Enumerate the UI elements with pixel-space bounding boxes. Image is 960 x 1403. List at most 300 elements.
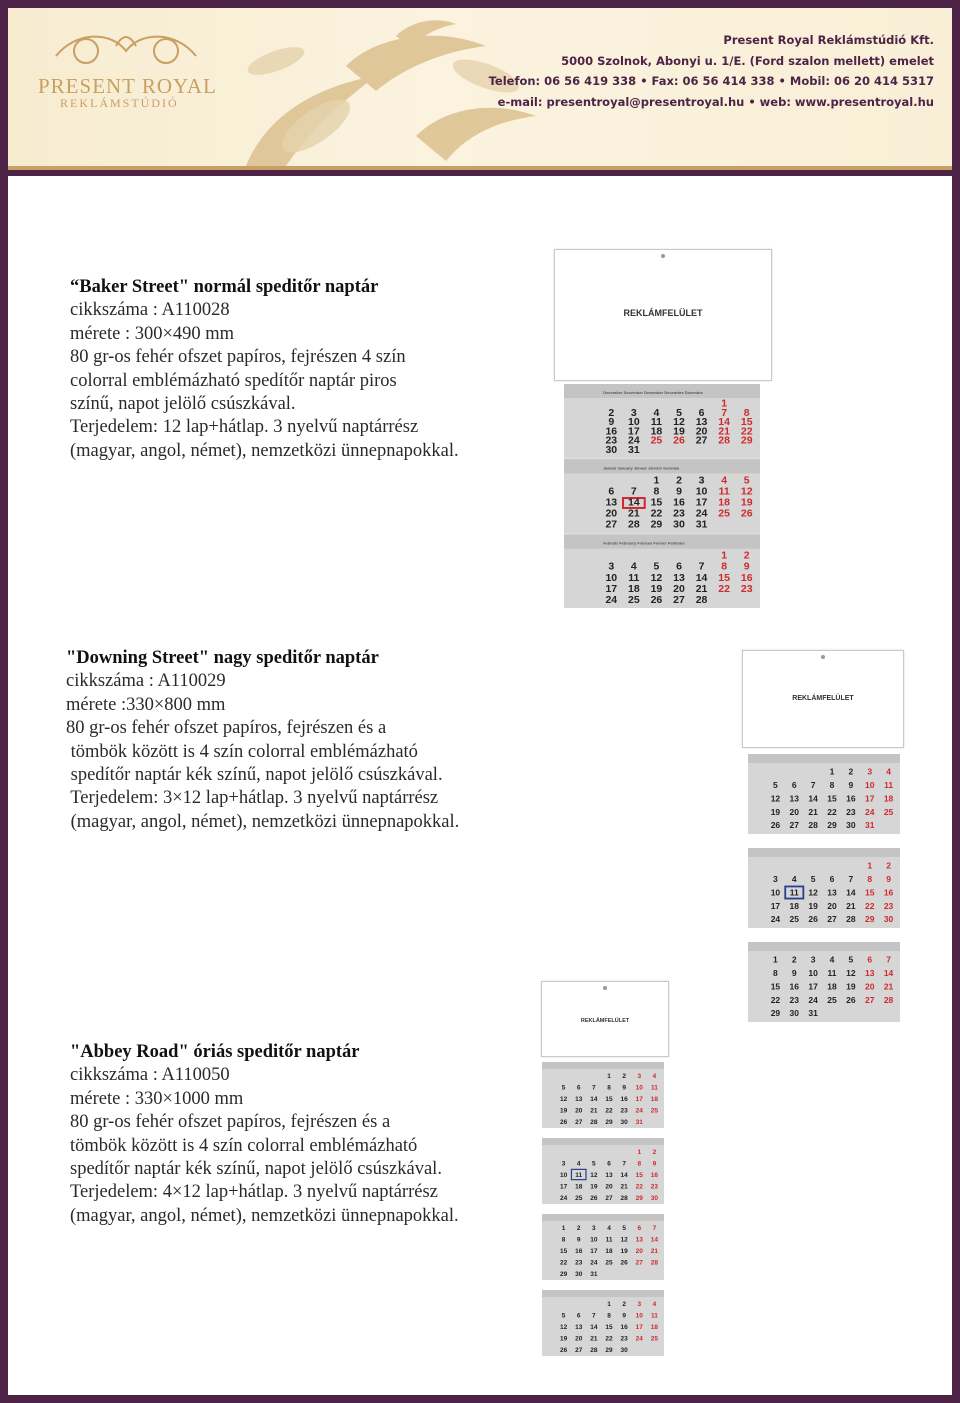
day-number: 30 (620, 1346, 628, 1354)
day-number: 22 (718, 582, 730, 595)
hanging-hole-icon (821, 655, 825, 659)
calendar-month (542, 1062, 664, 1128)
day-number: 10 (590, 1236, 598, 1244)
day-number: 3 (561, 1160, 566, 1168)
day-number: 3 (637, 1073, 642, 1081)
day-number: 10 (605, 571, 618, 584)
day-number: 9 (608, 416, 615, 429)
day-number: 14 (695, 571, 708, 584)
day-number: 13 (864, 968, 875, 979)
day-number: 8 (829, 780, 835, 791)
day-number: 23 (605, 434, 618, 447)
day-number: 8 (607, 1312, 611, 1320)
day-number: 19 (808, 900, 818, 911)
day-number: 7 (848, 874, 854, 885)
day-number: 30 (575, 1270, 583, 1278)
day-number: 27 (605, 518, 618, 531)
day-number: 15 (650, 496, 663, 509)
day-number: 1 (867, 860, 873, 871)
day-number: 22 (740, 425, 753, 438)
day-number: 9 (622, 1312, 626, 1320)
day-number: 28 (718, 434, 730, 447)
day-number: 31 (628, 443, 640, 456)
day-number: 13 (789, 793, 800, 804)
company-address: 5000 Szolnok, Abonyi u. 1/E. (Ford szalon mellett) emelet (561, 53, 934, 68)
day-number: 2 (576, 1225, 581, 1233)
day-number: 19 (770, 806, 781, 817)
day-number: 2 (743, 549, 750, 562)
day-number: 27 (827, 914, 837, 925)
company-phones: Telefon: 06 56 419 338 • Fax: 06 56 414 338 • Mobil: 06 20 414 5317 (488, 74, 934, 88)
day-number: 2 (791, 954, 797, 965)
day-number: 28 (628, 518, 640, 531)
product-downing-street (66, 647, 459, 834)
day-number: 24 (559, 1194, 568, 1202)
day-number: 13 (635, 1236, 643, 1244)
day-number: 7 (810, 780, 816, 791)
day-number: 16 (789, 981, 800, 992)
product-abbey-road (70, 1041, 459, 1228)
day-number: 14 (620, 1172, 628, 1180)
day-number: 18 (883, 793, 894, 804)
day-number: 5 (810, 874, 816, 885)
day-number: 22 (605, 1335, 613, 1343)
day-number: 18 (827, 981, 837, 992)
day-number: 25 (605, 1259, 613, 1267)
day-number: 23 (673, 507, 685, 520)
month-header: Február February Februar Février Febbraio (603, 540, 685, 546)
day-number: 9 (576, 1236, 581, 1244)
day-number: 17 (628, 425, 640, 438)
day-number: 18 (650, 425, 663, 438)
day-number: 2 (676, 474, 682, 487)
day-number: 11 (789, 887, 799, 898)
day-number: 18 (718, 496, 730, 509)
day-number: 12 (808, 887, 818, 898)
calendar-month (542, 1214, 664, 1280)
day-number: 13 (695, 416, 708, 429)
contact-block (489, 30, 934, 112)
day-number: 12 (673, 416, 685, 429)
day-number: 21 (650, 1248, 659, 1256)
day-number: 2 (622, 1301, 626, 1309)
calendar-ad-panel (541, 981, 669, 1057)
day-number: 15 (605, 1324, 613, 1332)
day-number: 11 (884, 780, 894, 791)
day-number: 17 (635, 1096, 643, 1104)
day-number: 3 (592, 1225, 596, 1233)
day-number: 19 (740, 496, 753, 509)
calendar-downing-street (748, 754, 900, 1022)
day-number: 4 (791, 874, 797, 885)
day-number: 27 (864, 994, 875, 1005)
day-number: 2 (848, 766, 854, 777)
day-number: 29 (864, 914, 875, 925)
day-number: 14 (590, 1096, 598, 1104)
day-number: 5 (622, 1225, 626, 1233)
calendar-abbey-road (542, 1062, 664, 1356)
day-number: 9 (652, 1160, 657, 1168)
day-number: 5 (676, 406, 682, 419)
day-number: 28 (590, 1346, 598, 1354)
day-number: 15 (740, 416, 753, 429)
day-number: 30 (620, 1118, 628, 1126)
day-number: 30 (846, 820, 856, 831)
day-number: 3 (608, 560, 615, 573)
day-number: 4 (576, 1160, 581, 1168)
day-number: 26 (559, 1118, 568, 1126)
day-number: 2 (652, 1149, 657, 1157)
day-number: 28 (590, 1118, 598, 1126)
calendar-baker-street (564, 384, 760, 608)
day-number: 26 (620, 1259, 628, 1267)
day-number: 7 (630, 485, 637, 498)
day-number: 6 (676, 560, 682, 573)
day-number: 3 (810, 954, 816, 965)
day-number: 29 (635, 1194, 643, 1202)
month-header: Január January Januar Janvier Gennaio (603, 465, 680, 471)
day-number: 15 (718, 571, 730, 584)
day-number: 28 (620, 1194, 628, 1202)
day-number: 24 (808, 994, 818, 1005)
day-number: 24 (605, 593, 618, 606)
day-number: 21 (628, 507, 640, 520)
day-number: 12 (590, 1172, 598, 1180)
day-number: 4 (652, 1073, 657, 1081)
day-number: 23 (620, 1107, 628, 1115)
day-number: 10 (628, 416, 640, 429)
day-number: 30 (883, 914, 894, 925)
calendar-ad-panel (742, 650, 904, 748)
day-number: 5 (848, 954, 854, 965)
day-number: 15 (605, 1096, 613, 1104)
product-description: cikkszáma : A110029 mérete :330×800 mm 80 gr-os fehér ofszet papíros, fejrészen és a tömbök között is 4 szín colorral emblémázható spedítőr naptár kék színű, napot jelölő csúszkával. Terjedelem: 3×12 lap+hátlap. 3 nyelvű naptárrész (magyar, angol, német), nemzetközi ünnepnapokkal. (66, 671, 460, 832)
hanging-hole-icon (603, 986, 607, 990)
day-number: 31 (635, 1118, 643, 1126)
day-number: 18 (605, 1248, 613, 1256)
day-number: 8 (561, 1236, 566, 1244)
day-number: 1 (561, 1225, 566, 1233)
calendar-month (748, 754, 900, 834)
logo-name: PRESENT ROYAL (38, 74, 217, 98)
day-number: 14 (628, 496, 640, 509)
day-number: 20 (673, 582, 685, 595)
day-number: 27 (789, 820, 800, 831)
day-number: 5 (653, 560, 660, 573)
day-number: 11 (827, 968, 837, 979)
day-number: 6 (608, 485, 615, 498)
day-number: 17 (635, 1324, 643, 1332)
day-number: 1 (773, 954, 778, 965)
day-number: 17 (808, 981, 818, 992)
day-number: 27 (605, 1194, 613, 1202)
day-number: 22 (605, 1107, 613, 1115)
day-number: 29 (605, 1118, 613, 1126)
day-number: 1 (721, 397, 728, 410)
day-number: 12 (740, 485, 753, 498)
day-number: 21 (883, 981, 894, 992)
day-number: 30 (789, 1008, 800, 1019)
day-number: 28 (808, 820, 818, 831)
day-number: 11 (575, 1172, 583, 1180)
day-number: 14 (883, 968, 894, 979)
product-description: cikkszáma : A110028 mérete : 300×490 mm 80 gr-os fehér ofszet papíros, fejrészen 4 szín colorral emblémázható spedítőr naptár piros színű, napot jelölő csúszkával. Terjedelem: 12 lap+hátlap. 3 nyelvű naptárrész (magyar, angol, német), nemzetközi ünnepnapokkal. (70, 300, 459, 461)
day-number: 16 (575, 1248, 583, 1256)
day-number: 21 (808, 806, 818, 817)
day-number: 17 (864, 793, 875, 804)
day-number: 11 (718, 485, 730, 498)
day-number: 17 (695, 496, 708, 509)
day-number: 29 (650, 518, 663, 531)
day-number: 1 (607, 1073, 611, 1081)
day-number: 13 (605, 1172, 613, 1180)
day-number: 25 (628, 593, 640, 606)
day-number: 3 (867, 766, 873, 777)
letterhead (8, 8, 952, 166)
day-number: 25 (827, 994, 837, 1005)
day-number: 21 (718, 425, 730, 438)
day-number: 12 (559, 1324, 568, 1332)
calendar-month (564, 459, 760, 532)
day-number: 15 (635, 1172, 643, 1180)
day-number: 20 (695, 425, 708, 438)
day-number: 1 (637, 1149, 642, 1157)
day-number: 25 (650, 1335, 659, 1343)
day-number: 10 (864, 780, 875, 791)
day-number: 20 (575, 1107, 583, 1115)
day-number: 5 (743, 474, 750, 487)
company-web: e-mail: presentroyal@presentroyal.hu • web: www.presentroyal.hu (497, 94, 934, 109)
day-number: 22 (770, 994, 781, 1005)
day-number: 14 (808, 793, 818, 804)
day-number: 21 (695, 582, 708, 595)
day-number: 22 (864, 900, 875, 911)
calendar-month (542, 1290, 664, 1356)
day-number: 1 (721, 549, 728, 562)
day-number: 20 (635, 1248, 643, 1256)
day-number: 19 (620, 1248, 628, 1256)
day-number: 18 (650, 1096, 659, 1104)
day-number: 25 (789, 914, 800, 925)
day-number: 5 (561, 1084, 566, 1092)
day-number: 6 (791, 780, 797, 791)
day-number: 26 (673, 434, 685, 447)
day-number: 25 (650, 434, 663, 447)
day-number: 12 (650, 571, 663, 584)
day-number: 10 (635, 1084, 643, 1092)
day-number: 26 (808, 914, 818, 925)
day-number: 9 (848, 780, 854, 791)
product-description: cikkszáma : A110050 mérete : 330×1000 mm 80 gr-os fehér ofszet papíros, fejrészen és a tömbök között is 4 szín colorral emblémázható spedítőr naptár kék színű, napot jelölő csúszkával. Terjedelem: 4×12 lap+hátlap. 3 nyelvű naptárrész (magyar, angol, német), nemzetközi ünnepnapokkal. (70, 1065, 459, 1226)
day-number: 8 (607, 1084, 611, 1092)
day-number: 13 (575, 1324, 583, 1332)
day-number: 18 (789, 900, 800, 911)
day-number: 3 (698, 474, 705, 487)
calendar-month (542, 1138, 664, 1204)
day-number: 11 (628, 571, 640, 584)
day-number: 14 (846, 887, 856, 898)
day-number: 26 (770, 820, 781, 831)
day-number: 11 (650, 1084, 658, 1092)
day-number: 18 (575, 1183, 583, 1191)
day-number: 30 (650, 1194, 659, 1202)
day-number: 25 (575, 1194, 583, 1202)
day-number: 25 (650, 1107, 659, 1115)
day-number: 2 (608, 406, 615, 419)
day-number: 29 (559, 1270, 568, 1278)
day-number: 5 (773, 780, 778, 791)
day-number: 25 (883, 806, 894, 817)
day-number: 16 (740, 571, 753, 584)
day-number: 3 (637, 1301, 642, 1309)
day-number: 12 (770, 793, 781, 804)
calendar-month (748, 848, 900, 928)
day-number: 26 (650, 593, 663, 606)
day-number: 27 (635, 1259, 643, 1267)
day-number: 13 (673, 571, 685, 584)
day-number: 24 (695, 507, 708, 520)
day-number: 23 (575, 1259, 583, 1267)
day-number: 7 (592, 1312, 596, 1320)
day-number: 8 (743, 406, 750, 419)
day-number: 4 (886, 766, 891, 777)
day-number: 15 (864, 887, 875, 898)
day-number: 7 (592, 1084, 596, 1092)
day-number: 19 (846, 981, 856, 992)
day-number: 15 (770, 981, 781, 992)
day-number: 20 (789, 806, 800, 817)
day-number: 11 (605, 1236, 613, 1244)
day-number: 24 (628, 434, 640, 447)
day-number: 12 (559, 1096, 568, 1104)
day-number: 23 (650, 1183, 659, 1191)
day-number: 19 (559, 1335, 568, 1343)
day-number: 4 (829, 954, 835, 965)
ad-area-label: REKLÁMFELÜLET (580, 1018, 630, 1024)
day-number: 16 (620, 1096, 628, 1104)
day-number: 3 (773, 874, 778, 885)
day-number: 7 (721, 406, 728, 419)
day-number: 10 (695, 485, 708, 498)
day-number: 23 (883, 900, 894, 911)
day-number: 27 (673, 593, 685, 606)
day-number: 2 (622, 1073, 626, 1081)
day-number: 9 (622, 1084, 626, 1092)
day-number: 23 (740, 582, 753, 595)
day-number: 17 (605, 582, 618, 595)
day-number: 13 (575, 1096, 583, 1104)
day-number: 22 (635, 1183, 643, 1191)
day-number: 4 (721, 474, 728, 487)
day-number: 16 (846, 793, 856, 804)
day-number: 21 (846, 900, 856, 911)
day-number: 24 (590, 1259, 598, 1267)
day-number: 26 (740, 507, 753, 520)
day-number: 13 (605, 496, 618, 509)
day-number: 4 (652, 1301, 657, 1309)
day-number: 10 (808, 968, 818, 979)
product-title: “Baker Street" normál speditőr naptár (70, 277, 379, 297)
day-number: 11 (650, 416, 662, 429)
day-number: 10 (559, 1172, 568, 1180)
day-number: 20 (575, 1335, 583, 1343)
day-number: 19 (673, 425, 685, 438)
day-number: 20 (605, 507, 618, 520)
day-number: 23 (620, 1335, 628, 1343)
day-number: 5 (592, 1160, 596, 1168)
calendar-month (748, 942, 900, 1022)
product-title: "Downing Street" nagy speditőr naptár (66, 648, 379, 668)
day-number: 8 (721, 560, 728, 573)
day-number: 20 (827, 900, 837, 911)
day-number: 29 (827, 820, 837, 831)
day-number: 30 (605, 443, 618, 456)
day-number: 13 (827, 887, 837, 898)
day-number: 29 (605, 1346, 613, 1354)
day-number: 5 (561, 1312, 566, 1320)
day-number: 24 (770, 914, 781, 925)
day-number: 18 (628, 582, 640, 595)
day-number: 1 (607, 1301, 611, 1309)
day-number: 20 (864, 981, 875, 992)
day-number: 7 (698, 560, 705, 573)
day-number: 10 (635, 1312, 643, 1320)
day-number: 31 (808, 1008, 818, 1019)
day-number: 18 (650, 1324, 659, 1332)
day-number: 17 (559, 1183, 568, 1191)
day-number: 20 (605, 1183, 613, 1191)
day-number: 21 (590, 1107, 598, 1115)
day-number: 21 (620, 1183, 628, 1191)
day-number: 14 (590, 1324, 598, 1332)
day-number: 19 (650, 582, 663, 595)
day-number: 16 (673, 496, 685, 509)
day-number: 27 (575, 1118, 583, 1126)
day-number: 23 (789, 994, 800, 1005)
day-number: 26 (846, 994, 856, 1005)
day-number: 31 (590, 1270, 598, 1278)
day-number: 31 (695, 518, 708, 531)
day-number: 15 (827, 793, 837, 804)
day-number: 9 (886, 874, 891, 885)
month-header: December December Dezember Decembre Dicembre (603, 390, 704, 396)
company-name: Present Royal Reklámstúdió Kft. (723, 33, 934, 47)
day-number: 15 (559, 1248, 568, 1256)
day-number: 6 (829, 874, 835, 885)
day-number: 6 (607, 1160, 611, 1168)
day-number: 29 (740, 434, 753, 447)
logo-subtitle: REKLÁMSTÚDIÓ (60, 96, 179, 110)
day-number: 8 (867, 874, 873, 885)
day-number: 28 (883, 994, 894, 1005)
day-number: 24 (635, 1107, 643, 1115)
day-number: 4 (653, 406, 660, 419)
day-number: 10 (770, 887, 781, 898)
calendar-month (564, 384, 760, 457)
day-number: 31 (864, 820, 875, 831)
day-number: 6 (698, 406, 705, 419)
day-number: 25 (718, 507, 730, 520)
day-number: 14 (718, 416, 730, 429)
product-baker-street (70, 276, 459, 463)
day-number: 6 (637, 1225, 642, 1233)
day-number: 27 (575, 1346, 583, 1354)
day-number: 14 (650, 1236, 659, 1244)
day-number: 6 (867, 954, 873, 965)
day-number: 28 (846, 914, 856, 925)
day-number: 23 (846, 806, 856, 817)
day-number: 6 (576, 1312, 581, 1320)
